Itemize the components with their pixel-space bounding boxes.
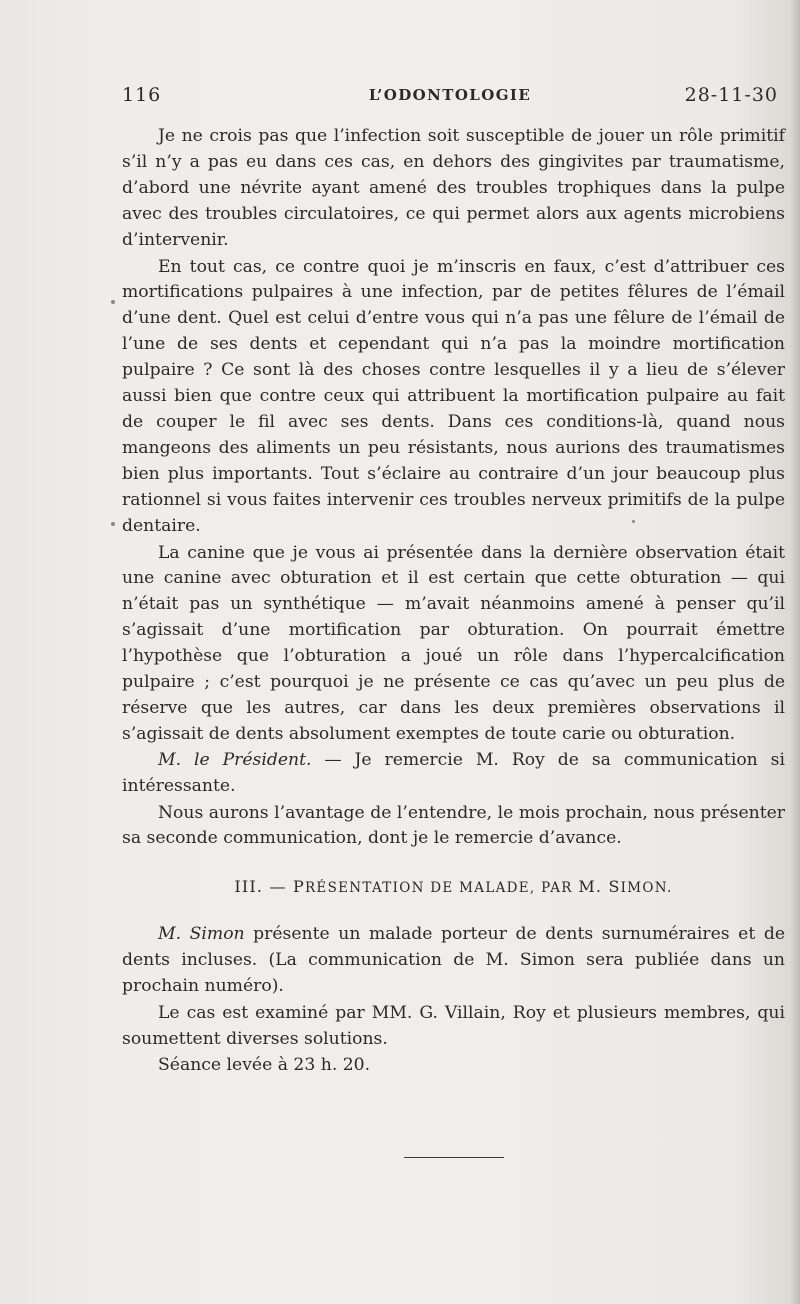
print-speck [632, 520, 635, 523]
speaker-simon: M. Simon [158, 924, 245, 945]
paragraph-mortifications: En tout cas, ce contre quoi je m’inscris en faux, c’est d’attribuer ces mortifications pulpaires à une infection, par de petites fêlures de l’émail d’une dent. Quel est celui d’entre vous qui n’a pas une fêlure de l’émail de l’une de ses dents et cependant qui n’a pas la moindre mortification pulpaire ? Ce sont là des choses contre lesquelles il y a lieu de s’élever aussi bien que contre ceux qui attribuent la mortification pulpaire au fait de couper le fil avec ses dents. Dans ces conditions-là, quand nous mangeons des aliments un peu résistants, nous aurions des traumatismes bien plus importants. Tout s’éclaire au contraire d’un jour beaucoup plus rationnel si vous faites intervenir ces troubles nerveux primitifs de la pulpe dentaire. [122, 256, 785, 536]
paragraph-canine: La canine que je vous ai présentée dans la dernière observation était une canine avec obturation et il est certain que cette obturation — qui n’était pas un synthétique — m’avait néanmoins amené à penser qu’il s’agissait d’une mortification par obturation. On pourrait émettre l’hypothèse que l’obturation a joué un rôle dans l’hypercalcification pulpaire ; c’est pourquoi je ne présente ce cas qu’avec un peu plus de réserve que les autres, car dans les deux premières observations il s’agissait de dents absolument exemptes de toute carie ou obturation. [122, 542, 785, 744]
speaker-president: M. le Président. [158, 749, 312, 770]
paragraph-closing: Séance levée à 23 h. 20. [158, 1054, 371, 1075]
paragraph-simon [122, 922, 785, 1000]
journal-title: L’ODONTOLOGIE [368, 86, 532, 104]
paragraph-examined: Le cas est examiné par MM. G. Villain, Roy et plusieurs membres, qui soumettent diverses solutions. [122, 1003, 785, 1049]
paragraph-president-followup: Nous aurons l’avantage de l’entendre, le mois prochain, nous présenter sa seconde communication, dont je le remercie d’avance. [122, 802, 785, 849]
closing-rule [404, 1157, 504, 1158]
paragraph-infection: Je ne crois pas que l’infection soit susceptible de jouer un rôle primitif s’il n’y a pas eu dans ces cas, en dehors des gingivites par traumatisme, d’abord une névrite ayant amené des troubles trophiques dans la pulpe avec des troubles circulatoires, ce qui permet alors aux agents microbiens d’intervenir. [122, 126, 785, 250]
page-edge-shadow [790, 0, 800, 1304]
section-author-prefix: M. [578, 877, 609, 897]
section-heading [122, 874, 785, 902]
issue-date: 28-11-30 [684, 84, 778, 106]
section-title-initial: P [292, 877, 305, 897]
print-speck [111, 522, 115, 526]
simon-text: présente un malade porteur de dents surnuméraires et de dents incluses. (La communication de M. Simon sera publiée dans un prochain numéro). [122, 924, 785, 997]
section-author-rest: IMON. [620, 880, 673, 897]
print-speck [111, 300, 115, 304]
article-body [122, 124, 785, 1079]
section-number: III. — [234, 877, 293, 897]
section-author-initial: S [608, 877, 621, 897]
page-number: 116 [122, 84, 162, 106]
paragraph-president [122, 748, 785, 800]
section-title-rest: RÉSENTATION DE MALADE, PAR [304, 880, 579, 897]
president-remark: — Je remercie M. Roy de sa communication si intéressante. [122, 749, 785, 796]
running-header [122, 84, 778, 110]
